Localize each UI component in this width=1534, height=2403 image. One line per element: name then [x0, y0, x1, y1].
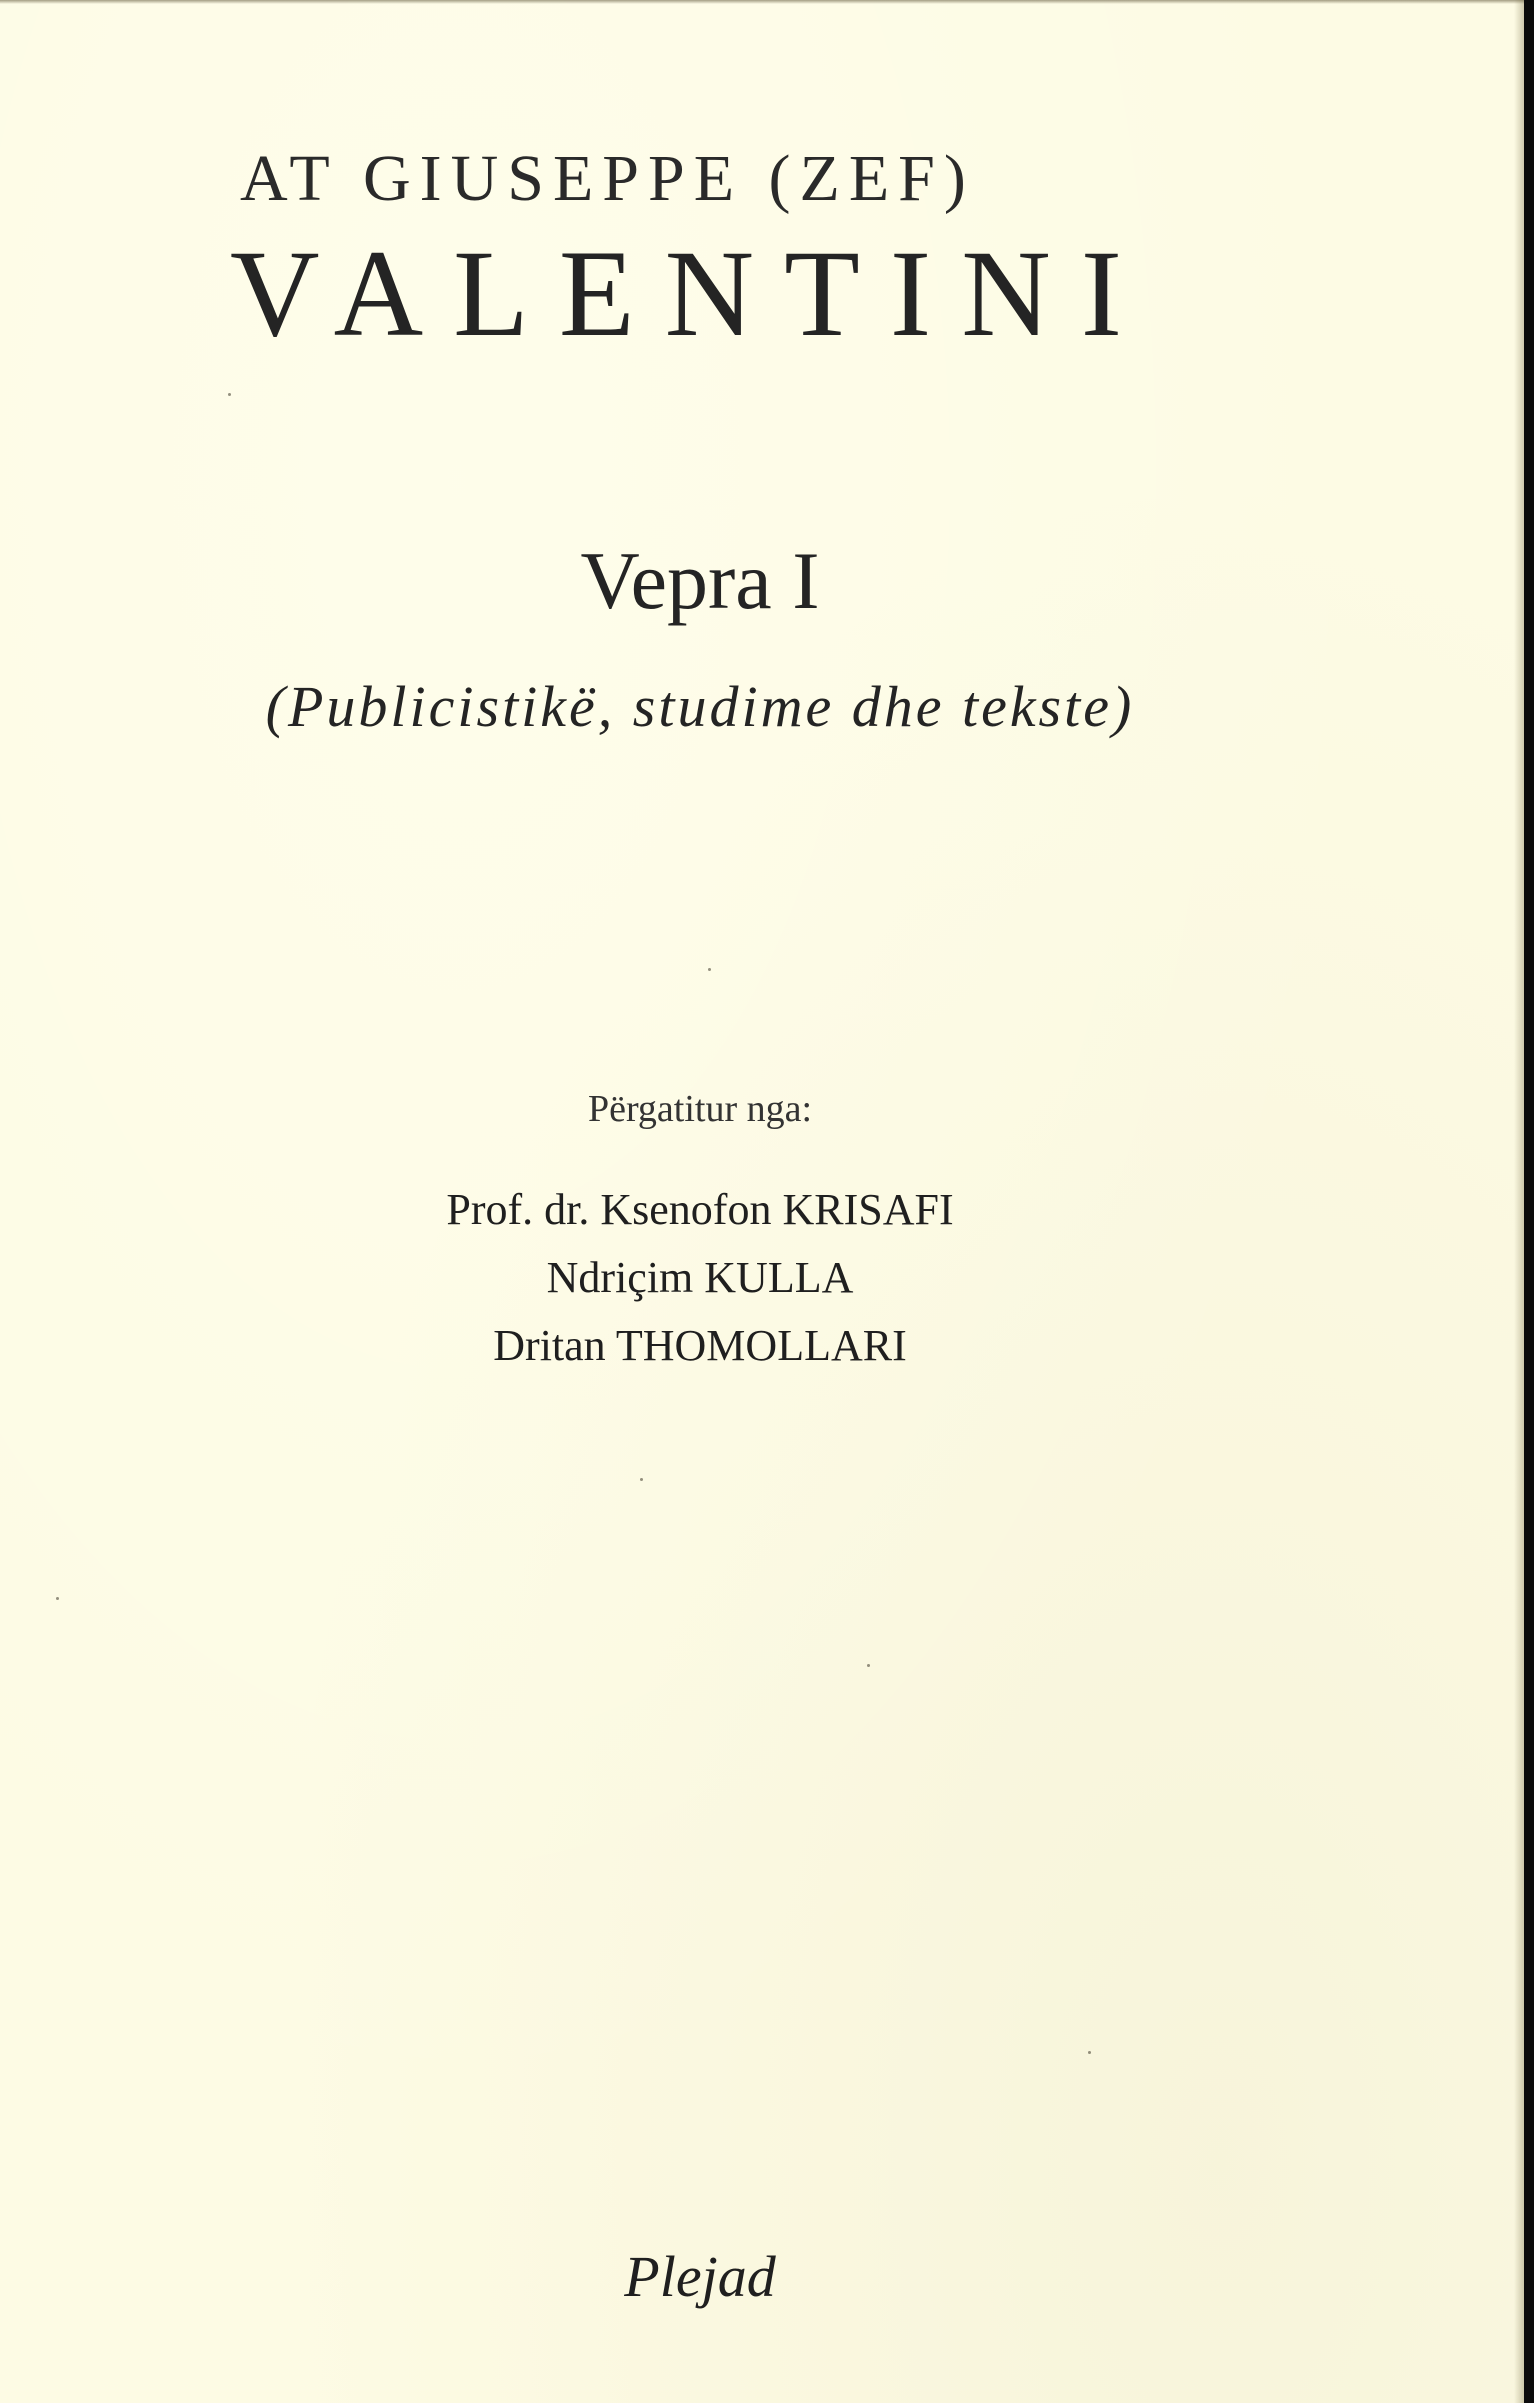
editor-name: Dritan THOMOLLARI [493, 1321, 907, 1370]
author-name: VALENTINI [230, 225, 1153, 362]
editor-name: Ndriçim KULLA [546, 1253, 854, 1302]
paper-speck [56, 1597, 59, 1600]
paper-speck [1088, 2051, 1091, 2054]
editor-name: Prof. dr. Ksenofon KRISAFI [446, 1185, 954, 1234]
author-prefix: AT GIUSEPPE (ZEF) [240, 142, 975, 215]
page-edge-shadow [1514, 0, 1524, 2403]
scan-top-edge [0, 0, 1524, 4]
paper-speck [708, 968, 711, 971]
volume-title: Vepra I [580, 535, 820, 626]
paper-speck [640, 1478, 643, 1481]
paper-speck [228, 393, 231, 396]
editors-list [0, 1178, 1400, 1382]
paper-speck [867, 1664, 870, 1667]
publisher-logo: Plejad [624, 2244, 776, 2309]
prepared-by-label: Përgatitur nga: [587, 1088, 813, 1130]
volume-subtitle: (Publicistikë, studime dhe tekste) [265, 674, 1135, 739]
